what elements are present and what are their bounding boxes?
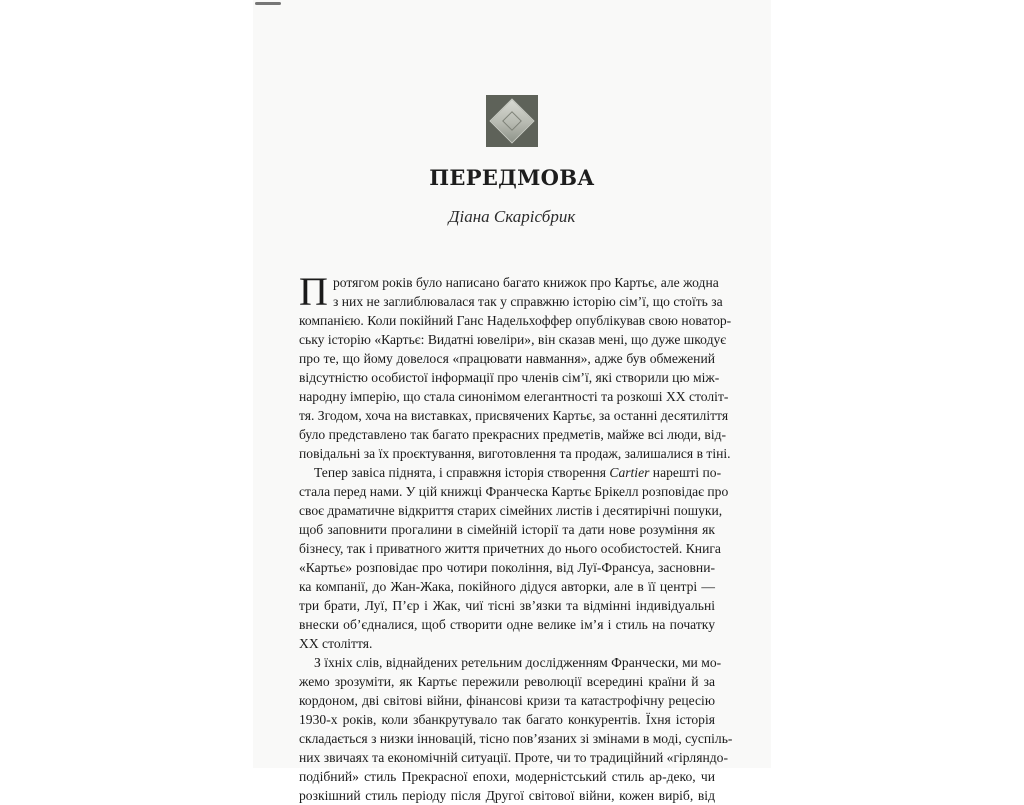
- text-line: народну імперію, що стала синонімом елегантності та розкоші XX століт-: [299, 389, 729, 404]
- text-line: було представлено так багато прекрасних предметів, майже всі люди, від-: [299, 427, 727, 442]
- text-segment: нарешті по-: [649, 465, 722, 480]
- text-line: з них не заглиблювалася так у справжню історію сім’ї, що стоїть за: [333, 294, 723, 309]
- text-line: З їхніх слів, віднайдених ретельним дослідженням Франчески, ми мо-: [314, 655, 722, 670]
- text-line: розкішний стиль періоду після Другої світової війни, кожен виріб, від: [299, 788, 715, 803]
- text-line: жемо зрозуміти, як Картьє пережили революції всередині країни й за: [299, 674, 715, 689]
- text-line: складається з низки інновацій, тісно пов’язаних зі змінами в моді, суспіль-: [299, 731, 733, 746]
- text-line: подібний» стиль Прекрасної епохи, модерністський стиль ар-деко, чи: [299, 769, 715, 784]
- scan-mark: [255, 2, 281, 5]
- text-line: них звичаях та економічній ситуації. Проте, чи то традиційний «гірляндо-: [299, 750, 728, 765]
- text-line: про те, що йому довелося «працювати навмання», адже був обмежений: [299, 351, 715, 366]
- text-line: компанією. Коли покійний Ганс Надельхоффер опублікував свою новатор-: [299, 313, 732, 328]
- text-line: відсутністю особистої інформації про членів сім’ї, які створили цю між-: [299, 370, 720, 385]
- text-line: бізнесу, так і приватного життя причетних до нього особистостей. Книга: [299, 541, 721, 556]
- brand-name: Cartier: [609, 465, 650, 480]
- body-text: [299, 269, 733, 805]
- text-line: ську історію «Картьє: Видатні ювеліри», він сказав мені, що дуже шкодує: [299, 332, 727, 347]
- book-page: [253, 0, 771, 803]
- chapter-author: Діана Скарісбрик: [448, 207, 576, 226]
- text-line: ка компанії, до Жан-Жака, покійного дідуся авторки, але в її центрі —: [299, 579, 715, 594]
- text-segment: Тепер завіса піднята, і справжня історія створення: [314, 465, 610, 480]
- text-line: [299, 463, 722, 482]
- text-line: стала перед нами. У цій книжці Франческа Картьє Брікелл розповідає про: [299, 484, 729, 499]
- text-line: ротягом років було написано багато книжок про Картьє, але жодна: [333, 275, 719, 290]
- text-line: «Картьє» розповідає про чотири покоління, від Луї-Франсуа, засновни-: [299, 560, 715, 575]
- text-line: три брати, Луї, П’єр і Жак, чиї тісні зв’язки та відмінні індивідуальні: [299, 598, 715, 613]
- text-line: щоб заповнити прогалини в сімейній історії та дати нове розуміння як: [299, 522, 715, 537]
- text-line: XX століття.: [299, 636, 373, 651]
- chapter-title: ПЕРЕДМОВА: [429, 165, 595, 190]
- drop-cap: П: [299, 269, 328, 314]
- chapter-emblem-icon: [486, 95, 538, 147]
- text-line: 1930-х років, коли збанкрутувало так багато конкурентів. Їхня історія: [299, 712, 715, 727]
- text-line: кордоном, дві світові війни, фінансові кризи та катастрофічну рецесію: [299, 693, 715, 708]
- text-line: тя. Згодом, хоча на виставках, присвячених Картьє, за останні десятиліття: [299, 408, 729, 423]
- text-line: повідальні за їх проєктування, виготовлення та продаж, залишалися в тіні.: [299, 446, 731, 461]
- text-line: внески об’єдналися, щоб створити одне велике ім’я і стиль на початку: [299, 617, 715, 632]
- text-line: своє драматичне відкриття старих сімейних листів і десятирічні пошуки,: [299, 503, 723, 518]
